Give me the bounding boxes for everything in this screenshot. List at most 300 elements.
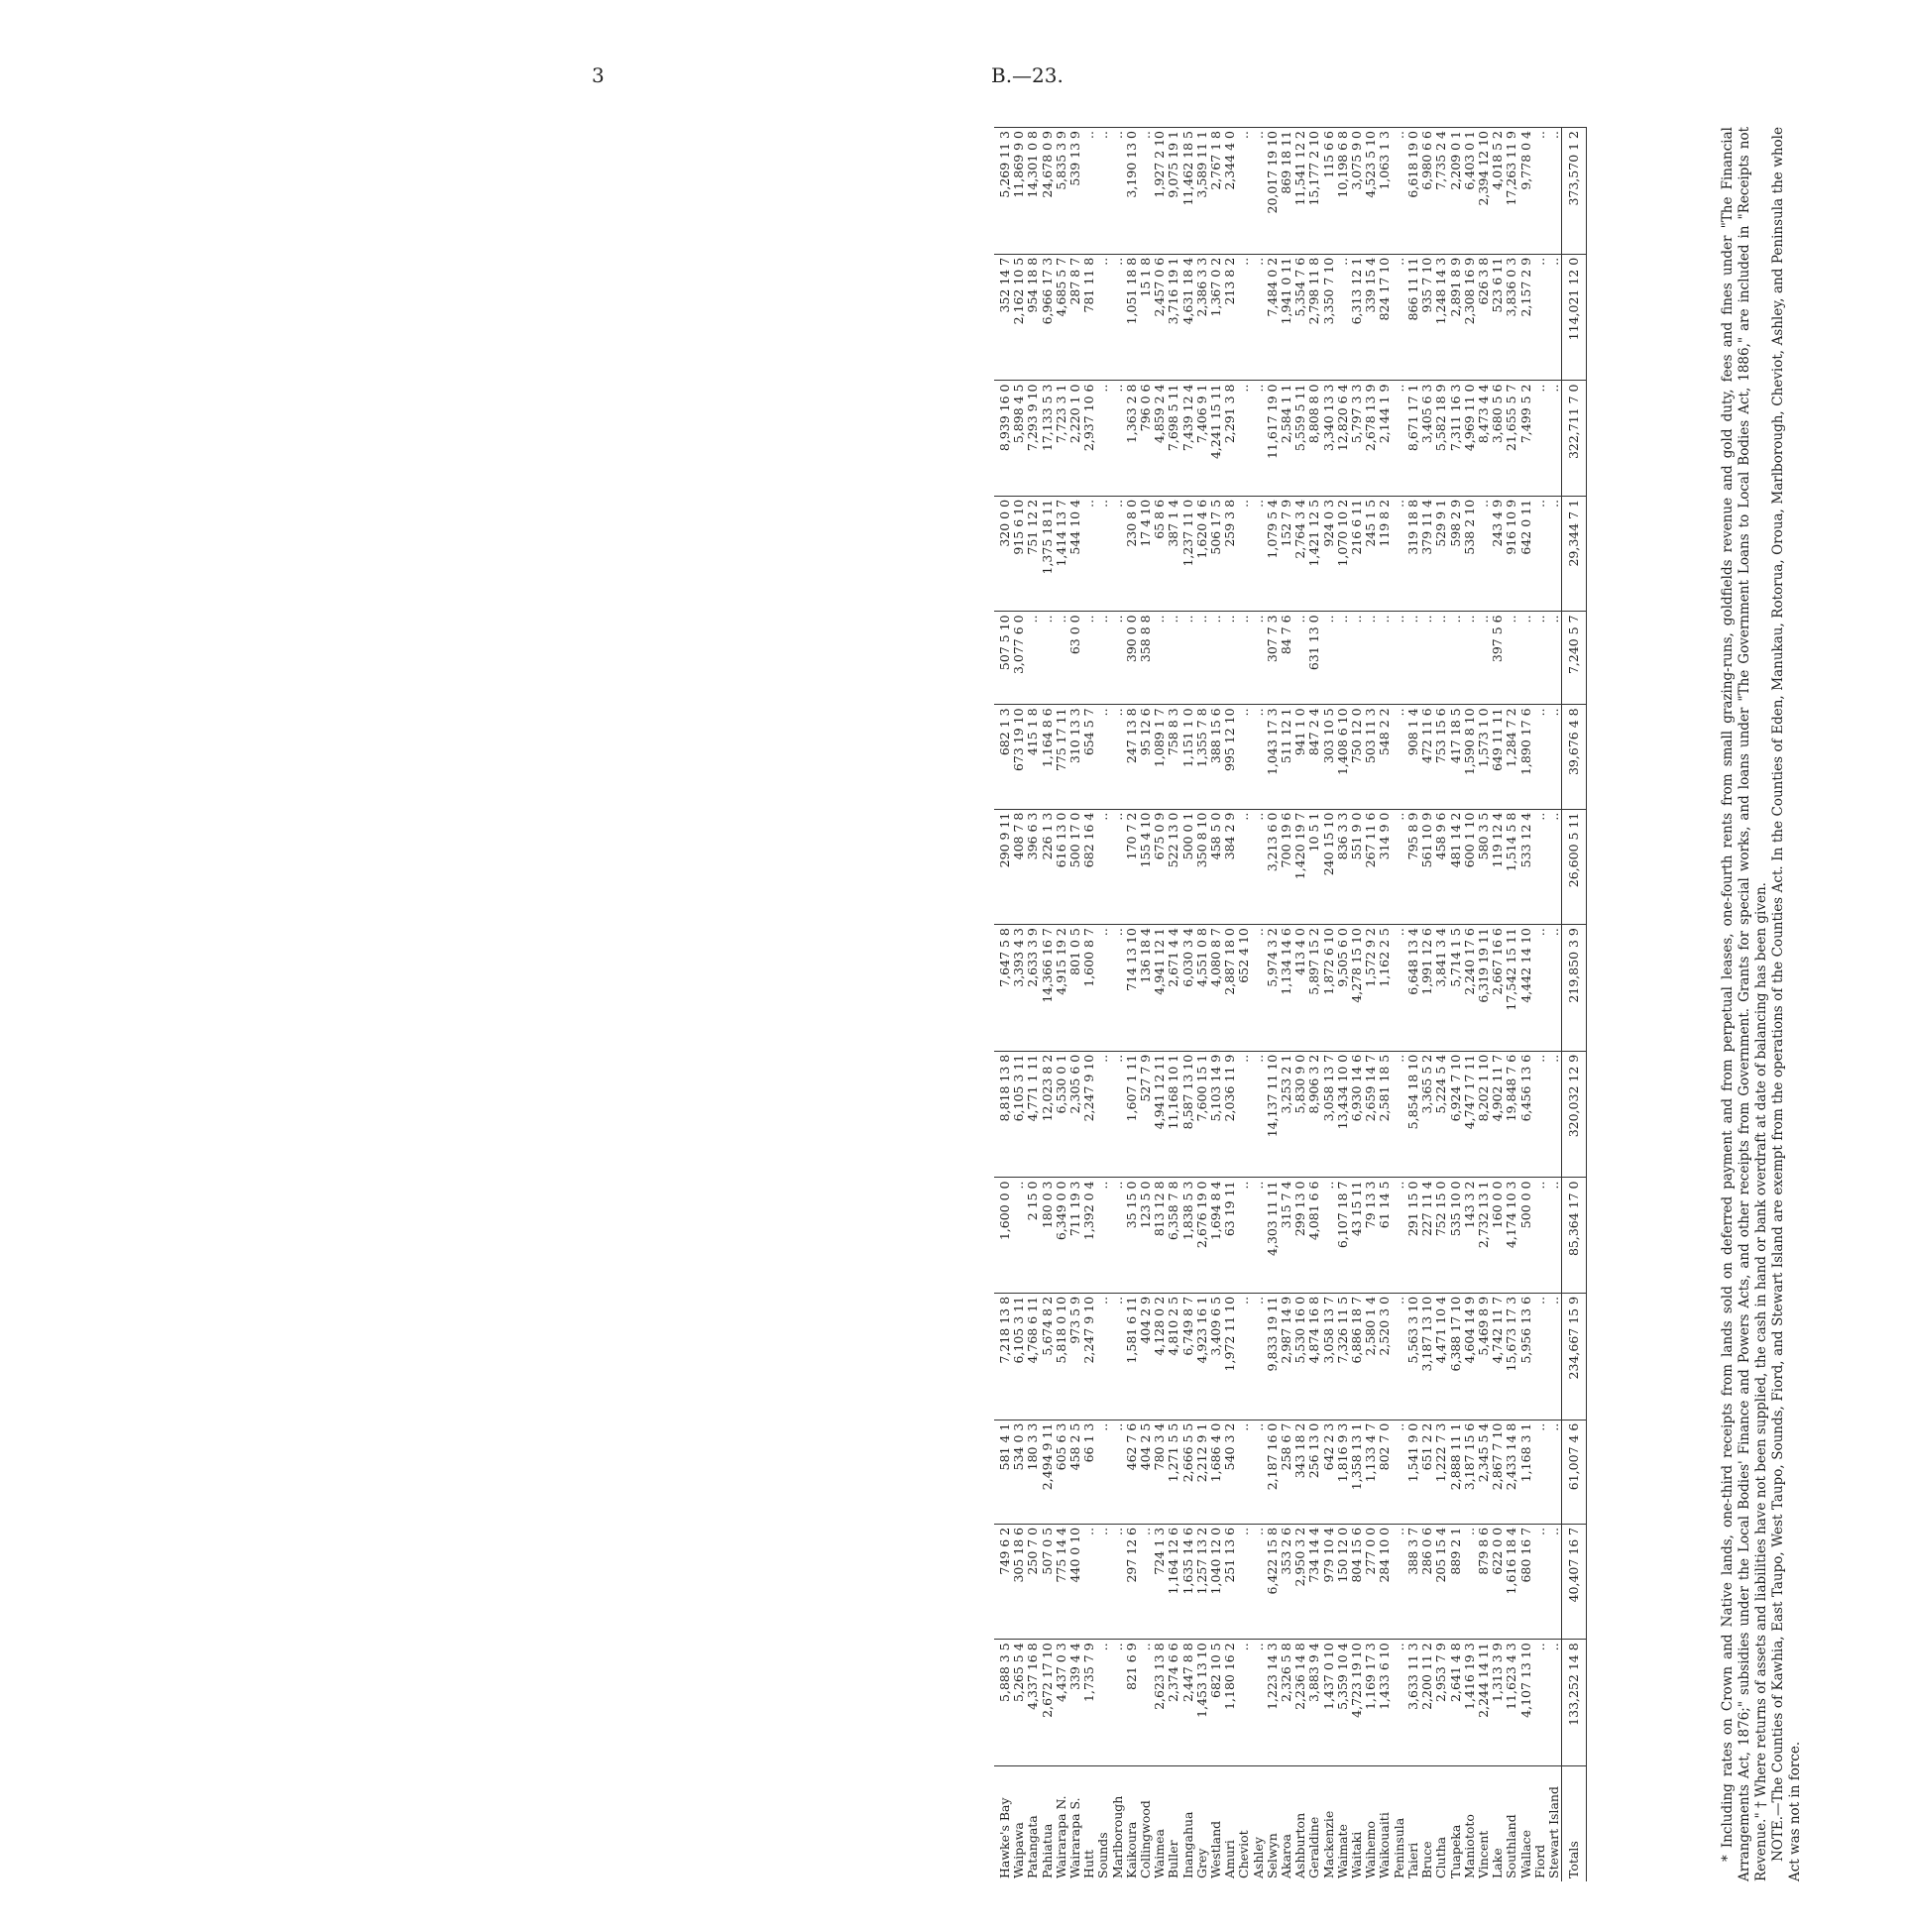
table-cell: 267 11 6 [1364,809,1378,924]
table-row [1393,128,1406,1882]
table-cell: .. [1223,612,1237,705]
totals-cell: 133,252 14 8 [1562,1640,1587,1766]
table-cell: 935 7 10 [1420,254,1434,381]
table-cell: 258 6 7 [1280,1420,1293,1524]
table-cell: 2,036 11 9 [1223,1051,1237,1178]
table-cell: 1,541 9 0 [1406,1420,1420,1524]
county-name: Pahiatua [1041,1766,1055,1882]
table-row [1125,128,1139,1882]
table-cell: 11,623 4 3 [1505,1640,1518,1766]
table-cell: 506 17 5 [1209,496,1223,611]
table-row [1026,128,1040,1882]
table-cell: .. [1547,496,1562,611]
county-name: Patangata [1026,1766,1040,1882]
table-cell: .. [1252,381,1266,496]
totals-cell: 40,407 16 7 [1562,1524,1587,1639]
table-cell: .. [1252,1420,1266,1524]
table-cell: .. [1167,612,1180,705]
table-cell: .. [1111,1420,1125,1524]
table-cell: .. [1111,381,1125,496]
table-cell: 2,678 13 9 [1364,381,1378,496]
table-cell: 2,659 14 7 [1364,1051,1378,1178]
table-cell: .. [1111,1178,1125,1293]
table-cell: .. [1096,612,1110,705]
table-cell: 5,224 5 4 [1434,1051,1448,1178]
table-cell: .. [1041,612,1055,705]
county-name: Waihemo [1364,1766,1378,1882]
table-cell: 17 4 10 [1139,496,1153,611]
table-cell: 143 3 2 [1463,1178,1477,1293]
table-cell: 440 0 10 [1068,1524,1082,1639]
table-cell: .. [1533,1640,1547,1766]
table-cell: 17,542 15 11 [1505,925,1518,1052]
table-cell: 7,439 12 4 [1181,381,1195,496]
table-cell: .. [1393,1524,1406,1639]
table-cell: 561 10 9 [1420,809,1434,924]
table-cell: 24,678 0 9 [1041,128,1055,255]
table-cell: 507 5 10 [994,612,1012,705]
table-cell: 213 8 2 [1223,254,1237,381]
table-cell: 879 8 6 [1477,1524,1491,1639]
table-cell: 8,587 13 10 [1181,1051,1195,1178]
table-cell: 379 11 4 [1420,496,1434,611]
table-cell: .. [1336,612,1350,705]
table-cell: .. [1463,1524,1477,1639]
table-cell: 1,616 18 4 [1505,1524,1518,1639]
table-cell: 1,581 6 11 [1125,1293,1139,1420]
table-cell: .. [1252,1524,1266,1639]
table-cell: 350 8 10 [1195,809,1209,924]
table-cell: 14,366 16 7 [1041,925,1055,1052]
table-cell: 1,392 0 4 [1082,1178,1096,1293]
table-cell: .. [1096,496,1110,611]
table-cell: .. [1237,1524,1251,1639]
table-cell: 1,600 0 0 [994,1178,1012,1293]
table-row [1096,128,1110,1882]
totals-cell: 320,032 12 9 [1562,1051,1587,1178]
table-cell: .. [1533,705,1547,809]
table-cell: 7,311 16 3 [1449,381,1463,496]
table-cell: 642 2 3 [1322,1420,1336,1524]
table-cell: 734 14 4 [1307,1524,1321,1639]
table-cell: 2,157 2 9 [1519,254,1533,381]
table-cell: 160 0 0 [1491,1178,1505,1293]
table-cell: 4,604 14 9 [1463,1293,1477,1420]
table-cell: .. [1547,1640,1562,1766]
table-cell: 6,349 0 0 [1055,1178,1068,1293]
table-cell: 320 0 0 [994,496,1012,611]
table-cell: .. [1252,705,1266,809]
table-cell: 2,308 16 9 [1463,254,1477,381]
table-cell: 600 1 10 [1463,809,1477,924]
table-row [1336,128,1350,1882]
county-name: Waitaki [1350,1766,1364,1882]
table-cell: 4,471 10 4 [1434,1293,1448,1420]
table-cell: 1,514 5 8 [1505,809,1518,924]
table-cell: 3,058 13 7 [1322,1293,1336,1420]
table-cell: 3,716 19 1 [1167,254,1180,381]
table-cell: .. [1237,128,1251,255]
table-cell: 1,162 2 5 [1378,925,1392,1052]
table-cell: 675 0 9 [1153,809,1167,924]
table-cell: 12,820 6 4 [1336,381,1350,496]
table-cell: .. [1082,612,1096,705]
table-cell: .. [1237,1051,1251,1178]
table-cell: 4,723 19 10 [1350,1640,1364,1766]
table-cell: 291 15 0 [1406,1178,1420,1293]
table-cell: 481 14 2 [1449,809,1463,924]
table-cell: .. [1252,1178,1266,1293]
table-cell: 2,676 19 0 [1195,1178,1209,1293]
table-cell: 339 4 4 [1068,1640,1082,1766]
table-cell: 353 2 6 [1280,1524,1293,1639]
table-cell: 1,414 13 7 [1055,496,1068,611]
table-cell: 3,350 7 10 [1322,254,1336,381]
county-name: Kaikoura [1125,1766,1139,1882]
table-cell: 95 12 6 [1139,705,1153,809]
table-cell: 3,253 2 1 [1280,1051,1293,1178]
table-row [1167,128,1180,1882]
table-cell: .. [1096,1640,1110,1766]
table-cell: 2,633 3 9 [1026,925,1040,1052]
table-cell: .. [1111,705,1125,809]
totals-row [1562,128,1587,1882]
table-cell: 813 12 8 [1153,1178,1167,1293]
table-cell: 616 13 0 [1055,809,1068,924]
table-cell: 916 10 9 [1505,496,1518,611]
table-cell: .. [1393,925,1406,1052]
county-name: Buller [1167,1766,1180,1882]
table-cell: 6,319 19 11 [1477,925,1491,1052]
table-cell: .. [1252,809,1266,924]
table-cell: 631 13 0 [1307,612,1321,705]
table-cell: 714 13 10 [1125,925,1139,1052]
footnote-text: * Including rates on Crown and Native lands, one-third receipts from lands sold on deferred payment and from perpetual leases, one-fourth rents from small grazing-runs, goldfields revenue and gold duty, fees and fines under "The Financial Arrangements Act, 1876;" subsidies under the Local Bodies' Finance and Powers Acts, and other receipts from Government. Grants for special works, and loans under "The Government Loans to Local Bodies Act, 1886," are included in "Receipts not Revenue." † Where returns of assets and liabilities have not been supplied, the cash in hand or bank overdraft at date of balancing has been given. [1720,127,1769,1881]
county-name: Cheviot [1237,1766,1251,1882]
table-cell: 205 15 4 [1434,1524,1448,1639]
table-cell: .. [1111,1640,1125,1766]
county-name: Lake [1491,1766,1505,1882]
table-cell: 749 6 2 [994,1524,1012,1639]
table-cell: 11,541 12 2 [1293,128,1307,255]
table-cell: 1,168 3 1 [1519,1420,1533,1524]
table-cell: 1,043 17 3 [1266,705,1280,809]
table-cell: 775 17 11 [1055,705,1068,809]
totals-cell: 114,021 12 0 [1562,254,1587,381]
table-cell: 6,980 6 6 [1420,128,1434,255]
table-cell: 652 4 10 [1237,925,1251,1052]
table-cell: 11,462 18 5 [1181,128,1195,255]
table-cell: .. [1252,1293,1266,1420]
table-cell: 2,386 3 3 [1195,254,1209,381]
table-cell: 286 0 6 [1420,1524,1434,1639]
table-cell: .. [1449,612,1463,705]
table-cell: 1,838 5 3 [1181,1178,1195,1293]
county-name: Southland [1505,1766,1518,1882]
table-cell: .. [1055,612,1068,705]
table-cell: 795 8 9 [1406,809,1420,924]
table-cell: 5,974 3 2 [1266,925,1280,1052]
table-cell: 243 4 9 [1491,496,1505,611]
table-cell: 7,647 5 8 [994,925,1012,1052]
table-cell: 580 3 5 [1477,809,1491,924]
table-cell: 4,081 6 6 [1307,1178,1321,1293]
table-row [1195,128,1209,1882]
table-row [1139,128,1153,1882]
table-cell: 2,672 17 10 [1041,1640,1055,1766]
table-cell: 682 10 5 [1209,1640,1223,1766]
table-cell: 5,714 1 5 [1449,925,1463,1052]
table-cell: .. [1547,1051,1562,1178]
table-cell: .. [1012,1178,1026,1293]
table-cell: 2,671 4 4 [1167,925,1180,1052]
table-cell: 1,089 1 7 [1153,705,1167,809]
table-cell: 4,771 1 11 [1026,1051,1040,1178]
table-cell: 801 0 5 [1068,925,1082,1052]
table-cell: 13,434 10 0 [1336,1051,1350,1178]
table-cell: 2,220 1 0 [1068,381,1082,496]
table-cell: 1,237 11 0 [1181,496,1195,611]
table-cell: 2,209 0 1 [1449,128,1463,255]
table-cell: .. [1393,612,1406,705]
table-cell: 11,869 9 0 [1012,128,1026,255]
table-cell: 9,505 6 0 [1336,925,1350,1052]
table-cell: 5,265 5 4 [1012,1640,1026,1766]
county-name: Stewart Island [1547,1766,1562,1882]
table-cell: 2,987 14 9 [1280,1293,1293,1420]
table-cell: 3,841 3 4 [1434,925,1448,1052]
table-cell: 6,966 17 3 [1041,254,1055,381]
table-cell: 413 4 0 [1293,925,1307,1052]
table-cell: 1,941 0 11 [1280,254,1293,381]
table-cell: 5,354 7 6 [1293,254,1307,381]
table-row [1434,128,1448,1882]
totals-cell: 39,676 4 8 [1562,705,1587,809]
table-cell: 9,833 19 11 [1266,1293,1280,1420]
table-cell: 43 15 11 [1350,1178,1364,1293]
table-row [1223,128,1237,1882]
table-cell: 2,623 13 8 [1153,1640,1167,1766]
table-cell: .. [1139,1524,1153,1639]
table-cell: 307 7 3 [1266,612,1280,705]
table-row [1055,128,1068,1882]
table-cell: 404 2 9 [1139,1293,1153,1420]
table-row [1181,128,1195,1882]
table-cell: 314 9 0 [1378,809,1392,924]
table-cell: 319 18 8 [1406,496,1420,611]
table-cell: 458 5 0 [1209,809,1223,924]
table-cell: 1,590 8 10 [1463,705,1477,809]
table-cell: .. [1252,1640,1266,1766]
table-cell: 152 7 9 [1280,496,1293,611]
table-cell: 6,313 12 1 [1350,254,1364,381]
table-row [994,128,1012,1882]
table-cell: 216 6 11 [1350,496,1364,611]
county-name: Bruce [1420,1766,1434,1882]
table-cell: .. [1096,128,1110,255]
table-cell: 315 7 4 [1280,1178,1293,1293]
table-cell: 462 7 6 [1125,1420,1139,1524]
table-cell: 548 2 2 [1378,705,1392,809]
table-cell: .. [1406,612,1420,705]
table-cell: .. [1082,496,1096,611]
table-cell: .. [1547,809,1562,924]
table-row [1237,128,1251,1882]
table-cell: 523 6 11 [1491,254,1505,381]
table-cell: 404 2 5 [1139,1420,1153,1524]
table-cell: 180 0 3 [1041,1178,1055,1293]
county-name: Akaroa [1280,1766,1293,1882]
table-cell: 230 8 0 [1125,496,1139,611]
table-row [1449,128,1463,1882]
table-cell: 753 15 6 [1434,705,1448,809]
table-cell: 396 6 3 [1026,809,1040,924]
totals-cell: 219,850 3 9 [1562,925,1587,1052]
table-cell: .. [1139,128,1153,255]
table-cell: 511 12 1 [1280,705,1293,809]
county-name: Grey [1195,1766,1209,1882]
county-name: Vincent [1477,1766,1491,1882]
table-cell: 529 9 1 [1434,496,1448,611]
table-cell: 8,808 8 0 [1307,381,1321,496]
table-cell: 1,375 18 11 [1041,496,1055,611]
table-cell: 4,241 15 11 [1209,381,1223,496]
table-cell: 1,257 13 2 [1195,1524,1209,1639]
table-cell: 1,063 1 3 [1378,128,1392,255]
table-cell: 5,359 10 4 [1336,1640,1350,1766]
table-cell: 4,747 17 11 [1463,1051,1477,1178]
table-cell: .. [1393,1640,1406,1766]
table-cell: 1,416 19 3 [1463,1640,1477,1766]
table-cell: 1,151 1 0 [1181,705,1195,809]
table-cell: .. [1096,1293,1110,1420]
table-cell: .. [1533,128,1547,255]
table-cell: 397 5 6 [1491,612,1505,705]
table-cell: .. [1082,128,1096,255]
table-cell: 65 8 6 [1153,496,1167,611]
table-cell: 2,887 18 0 [1223,925,1237,1052]
county-name: Ashburton [1293,1766,1307,1882]
table-cell: 10 5 1 [1307,809,1321,924]
table-cell: 2,666 5 5 [1181,1420,1195,1524]
table-cell: 284 10 0 [1378,1524,1392,1639]
table-cell: 240 15 10 [1322,809,1336,924]
table-cell: 4,685 5 7 [1055,254,1068,381]
table-cell: .. [1434,612,1448,705]
table-cell: 150 12 0 [1336,1524,1350,1639]
table-cell: .. [1252,254,1266,381]
table-cell: .. [1533,381,1547,496]
table-cell: 507 0 5 [1041,1524,1055,1639]
table-cell: .. [1393,128,1406,255]
table-cell: 1,134 14 6 [1280,925,1293,1052]
table-cell: 2,580 1 4 [1364,1293,1378,1420]
table-cell: 4,303 11 11 [1266,1178,1280,1293]
table-cell: 35 15 0 [1125,1178,1139,1293]
table-cell: 2,344 4 0 [1223,128,1237,255]
table-cell: 2,212 9 1 [1195,1420,1209,1524]
table-cell: 7,406 9 1 [1195,381,1209,496]
table-row [1519,128,1533,1882]
county-name: Wairarapa S. [1068,1766,1082,1882]
table-cell: 15,673 17 3 [1505,1293,1518,1420]
table-cell: 4,278 15 10 [1350,925,1364,1052]
table-cell: .. [1096,1524,1110,1639]
table-row [1322,128,1336,1882]
table-cell: .. [1237,809,1251,924]
table-cell: 84 7 6 [1280,612,1293,705]
table-cell: 7,326 11 5 [1336,1293,1350,1420]
table-cell: 6,618 19 0 [1406,128,1420,255]
table-cell: 796 0 6 [1139,381,1153,496]
table-cell: .. [1252,496,1266,611]
table-cell: 299 13 0 [1293,1178,1307,1293]
table-cell: 2,345 5 4 [1477,1420,1491,1524]
table-cell: 21,655 5 7 [1505,381,1518,496]
table-cell: .. [1252,612,1266,705]
table-cell: 1,890 17 6 [1519,705,1533,809]
county-name: Wairarapa N. [1055,1766,1068,1882]
document-reference: B.—23. [991,63,1064,87]
table-cell: 780 3 4 [1153,1420,1167,1524]
table-cell: 869 18 11 [1280,128,1293,255]
table-cell: .. [1533,809,1547,924]
table-cell: 3,187 15 6 [1463,1420,1477,1524]
table-cell: 352 14 7 [994,254,1012,381]
table-cell: 605 6 3 [1055,1420,1068,1524]
table-cell: 9,778 0 4 [1519,128,1533,255]
table-cell: 1,872 6 10 [1322,925,1336,1052]
table-cell: .. [1096,1420,1110,1524]
table-cell: 297 12 6 [1125,1524,1139,1639]
table-cell: 415 1 8 [1026,705,1040,809]
table-cell: 500 0 0 [1519,1178,1533,1293]
table-row [1111,128,1125,1882]
table-cell: 66 1 3 [1082,1420,1096,1524]
table-cell: 2,433 14 8 [1505,1420,1518,1524]
table-cell: 3,190 13 0 [1125,128,1139,255]
table-cell: 2,305 6 0 [1068,1051,1082,1178]
table-cell: 61 14 5 [1378,1178,1392,1293]
table-cell: 6,105 3 11 [1012,1051,1026,1178]
county-name: Selwyn [1266,1766,1280,1882]
table-cell: 4,337 16 8 [1026,1640,1040,1766]
table-cell: 4,631 18 4 [1181,254,1195,381]
table-cell: 1,079 5 4 [1266,496,1280,611]
table-cell: 472 11 6 [1420,705,1434,809]
table-row [1420,128,1434,1882]
table-cell: .. [1322,1178,1336,1293]
county-name: Sounds [1096,1766,1110,1882]
table-cell: 673 19 10 [1012,705,1026,809]
table-cell: .. [1393,496,1406,611]
table-cell: 1,437 0 10 [1322,1640,1336,1766]
table-cell: 3,393 4 3 [1012,925,1026,1052]
table-cell: 4,768 6 11 [1026,1293,1040,1420]
table-cell: 3,058 13 7 [1322,1051,1336,1178]
table-cell: 1,816 9 3 [1336,1420,1350,1524]
table-cell: 458 2 5 [1068,1420,1082,1524]
table-cell: .. [1350,612,1364,705]
table-cell: 5,818 0 10 [1055,1293,1068,1420]
table-cell: 979 10 4 [1322,1524,1336,1639]
table-cell: 6,107 18 7 [1336,1178,1350,1293]
table-cell: .. [1111,254,1125,381]
table-cell: 522 13 0 [1167,809,1180,924]
table-cell: 954 18 8 [1026,254,1040,381]
table-cell: 310 13 3 [1068,705,1082,809]
table-cell: .. [1547,254,1562,381]
